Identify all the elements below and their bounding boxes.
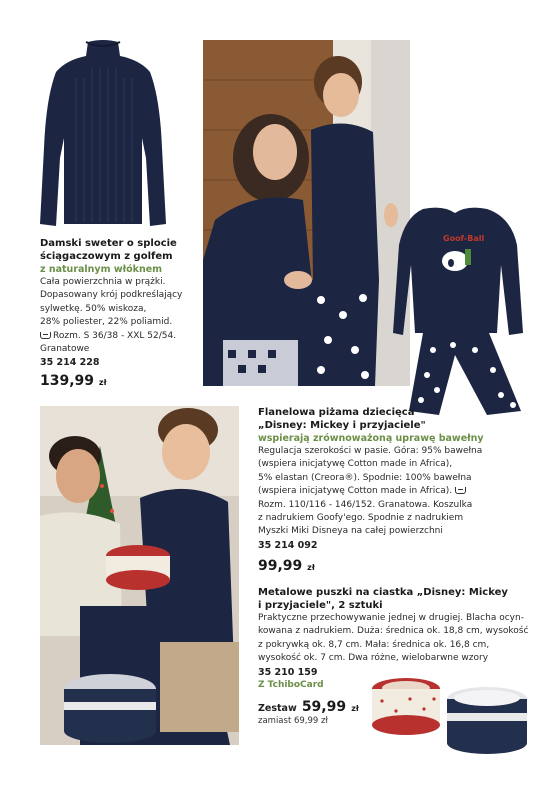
pajama-title-line1: Flanelowa piżama dziecięca [258,407,415,418]
tins-old-price: zamiast 69,99 zł [258,716,328,726]
pajama-line: Regulacja szerokości w pasie. Góra: 95% bawełna [258,446,483,456]
tins-line: kowana z nadrukiem. Duża: średnica ok. 18,8 cm, wysokość [258,626,529,637]
sweater-desc-4: 28% poliester, 22% poliamid. [40,317,173,328]
sweater-title-line1: Damski sweter o splocie [40,238,177,249]
pajama-line: Rozm. 110/116 - 146/152. Granatowa. Koszulka [258,499,473,510]
pajama-line: z nadrukiem Goofy'ego. Spodnie z nadrukiem [258,513,464,524]
sweater-price-value: 139,99 [40,373,95,390]
tins-price-block [258,696,368,726]
tins-sku: 35 210 159 [258,666,318,678]
sweater-color: Granatowe [40,344,90,355]
tins-line: z pokrywką ok. 8,7 cm. Mała: średnica ok. 16,8 cm, [258,639,490,650]
pajama-price-value: 99,99 [258,557,303,574]
pajama-price-currency: zł [307,562,315,572]
pajama-sku: 35 214 092 [258,539,318,551]
pajama-price [258,558,528,574]
pajama-product-image [393,205,527,417]
pajama-highlight: wspierają zrównoważoną uprawę bawełny [258,433,484,444]
sweater-sizes-row [40,330,200,343]
sweater-product-image [36,38,170,230]
sweater-details [40,276,200,356]
sweater-title-line2: ściągaczowym z golfem [40,251,173,262]
tchibocard-label: Z TchiboCard [258,679,324,690]
mother-son-illustration [203,40,410,386]
sweater-highlight: z naturalnym włóknem [40,264,163,275]
sweater-sizes: Rozm. S 36/38 - XXL 52/54. [53,330,177,341]
pajama-line-with-icon [258,485,528,498]
mother-son-photo [203,40,410,386]
tins-line: Praktyczne przechowywanie jednej w drugiej. Blacha ocyn- [258,613,524,623]
sweater-title [40,237,200,263]
tins-line: wysokość ok. 7 cm. Dwa różne, wielobarwne wzory [258,653,489,664]
father-son-photo [40,406,239,745]
pajama-title [258,406,528,432]
father-son-illustration [40,406,239,745]
pajama-title-line2: „Disney: Mickey i przyjaciele" [258,420,426,431]
tins-details [258,612,533,666]
pajama-line: Myszki Miki Disneya na całej powierzchni [258,526,443,537]
sweater-desc-2: Dopasowany krój podkreślający [40,290,183,301]
pajama-shirt-print: Goof-Ball [443,234,485,243]
sweater-price-currency: zł [98,378,107,388]
tins-title-line1: Metalowe puszki na ciastka „Disney: Mickey [258,587,508,598]
sweater-sku: 35 214 228 [40,357,100,369]
pajama-line: (wspiera inicjatywę Cotton made in Africa). [258,486,453,497]
sweater-description [40,237,200,389]
tins-product-image [370,675,530,757]
pajama-description [258,406,528,574]
pajama-line: (wspiera inicjatywę Cotton made in Africa), [258,459,453,470]
tins-title [258,586,533,612]
sweater-desc-1: Cała powierzchnia w prążki. [40,277,166,287]
sweater-price [40,373,200,389]
pajama-details [258,445,528,539]
tins-price-value: 59,99 [301,699,347,715]
tins-set-label: Zestaw [258,703,297,714]
tins-price-currency: zł [351,704,359,713]
pajama-line: 5% elastan (Creora®). Spodnie: 100% bawełna [258,472,472,483]
tins-title-line2: i przyjaciele", 2 sztuki [258,600,383,611]
sweater-desc-3: sylwetkę. 50% wiskoza, [40,303,147,314]
tins-price-row [258,696,368,715]
wash-icon [40,332,51,339]
wash-icon [455,487,466,494]
